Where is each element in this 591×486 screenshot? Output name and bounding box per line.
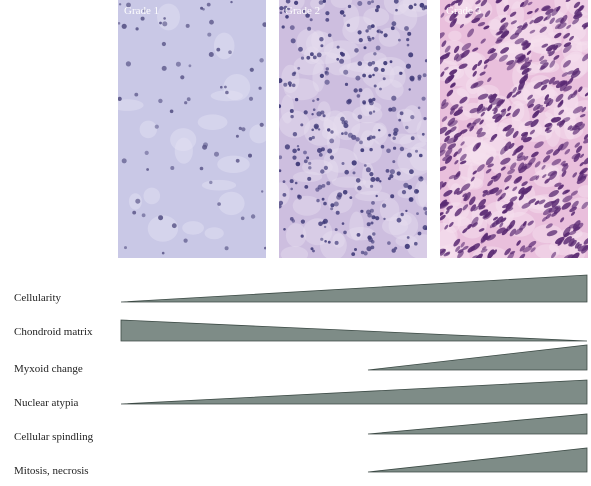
grade-1-label: Grade 1 bbox=[124, 5, 160, 17]
wedge-cellularity bbox=[121, 275, 587, 302]
row-label-chondroid-matrix: Chondroid matrix bbox=[14, 326, 93, 338]
row-label-cellular-spindling: Cellular spindling bbox=[14, 431, 94, 443]
grade-3-label: Grade 3 bbox=[446, 5, 482, 17]
wedge-mitosis-necrosis bbox=[368, 448, 587, 472]
wedge-chondroid-matrix bbox=[121, 320, 587, 341]
wedge-cellular-spindling bbox=[368, 414, 587, 434]
wedge-myxoid-change bbox=[368, 345, 587, 370]
row-label-cellularity: Cellularity bbox=[14, 292, 62, 304]
grade-2-label: Grade 2 bbox=[285, 5, 321, 17]
row-label-myxoid-change: Myxoid change bbox=[14, 363, 83, 375]
wedge-nuclear-atypia bbox=[121, 380, 587, 404]
row-label-nuclear-atypia: Nuclear atypia bbox=[14, 397, 79, 409]
row-label-mitosis-necrosis: Mitosis, necrosis bbox=[14, 465, 89, 477]
